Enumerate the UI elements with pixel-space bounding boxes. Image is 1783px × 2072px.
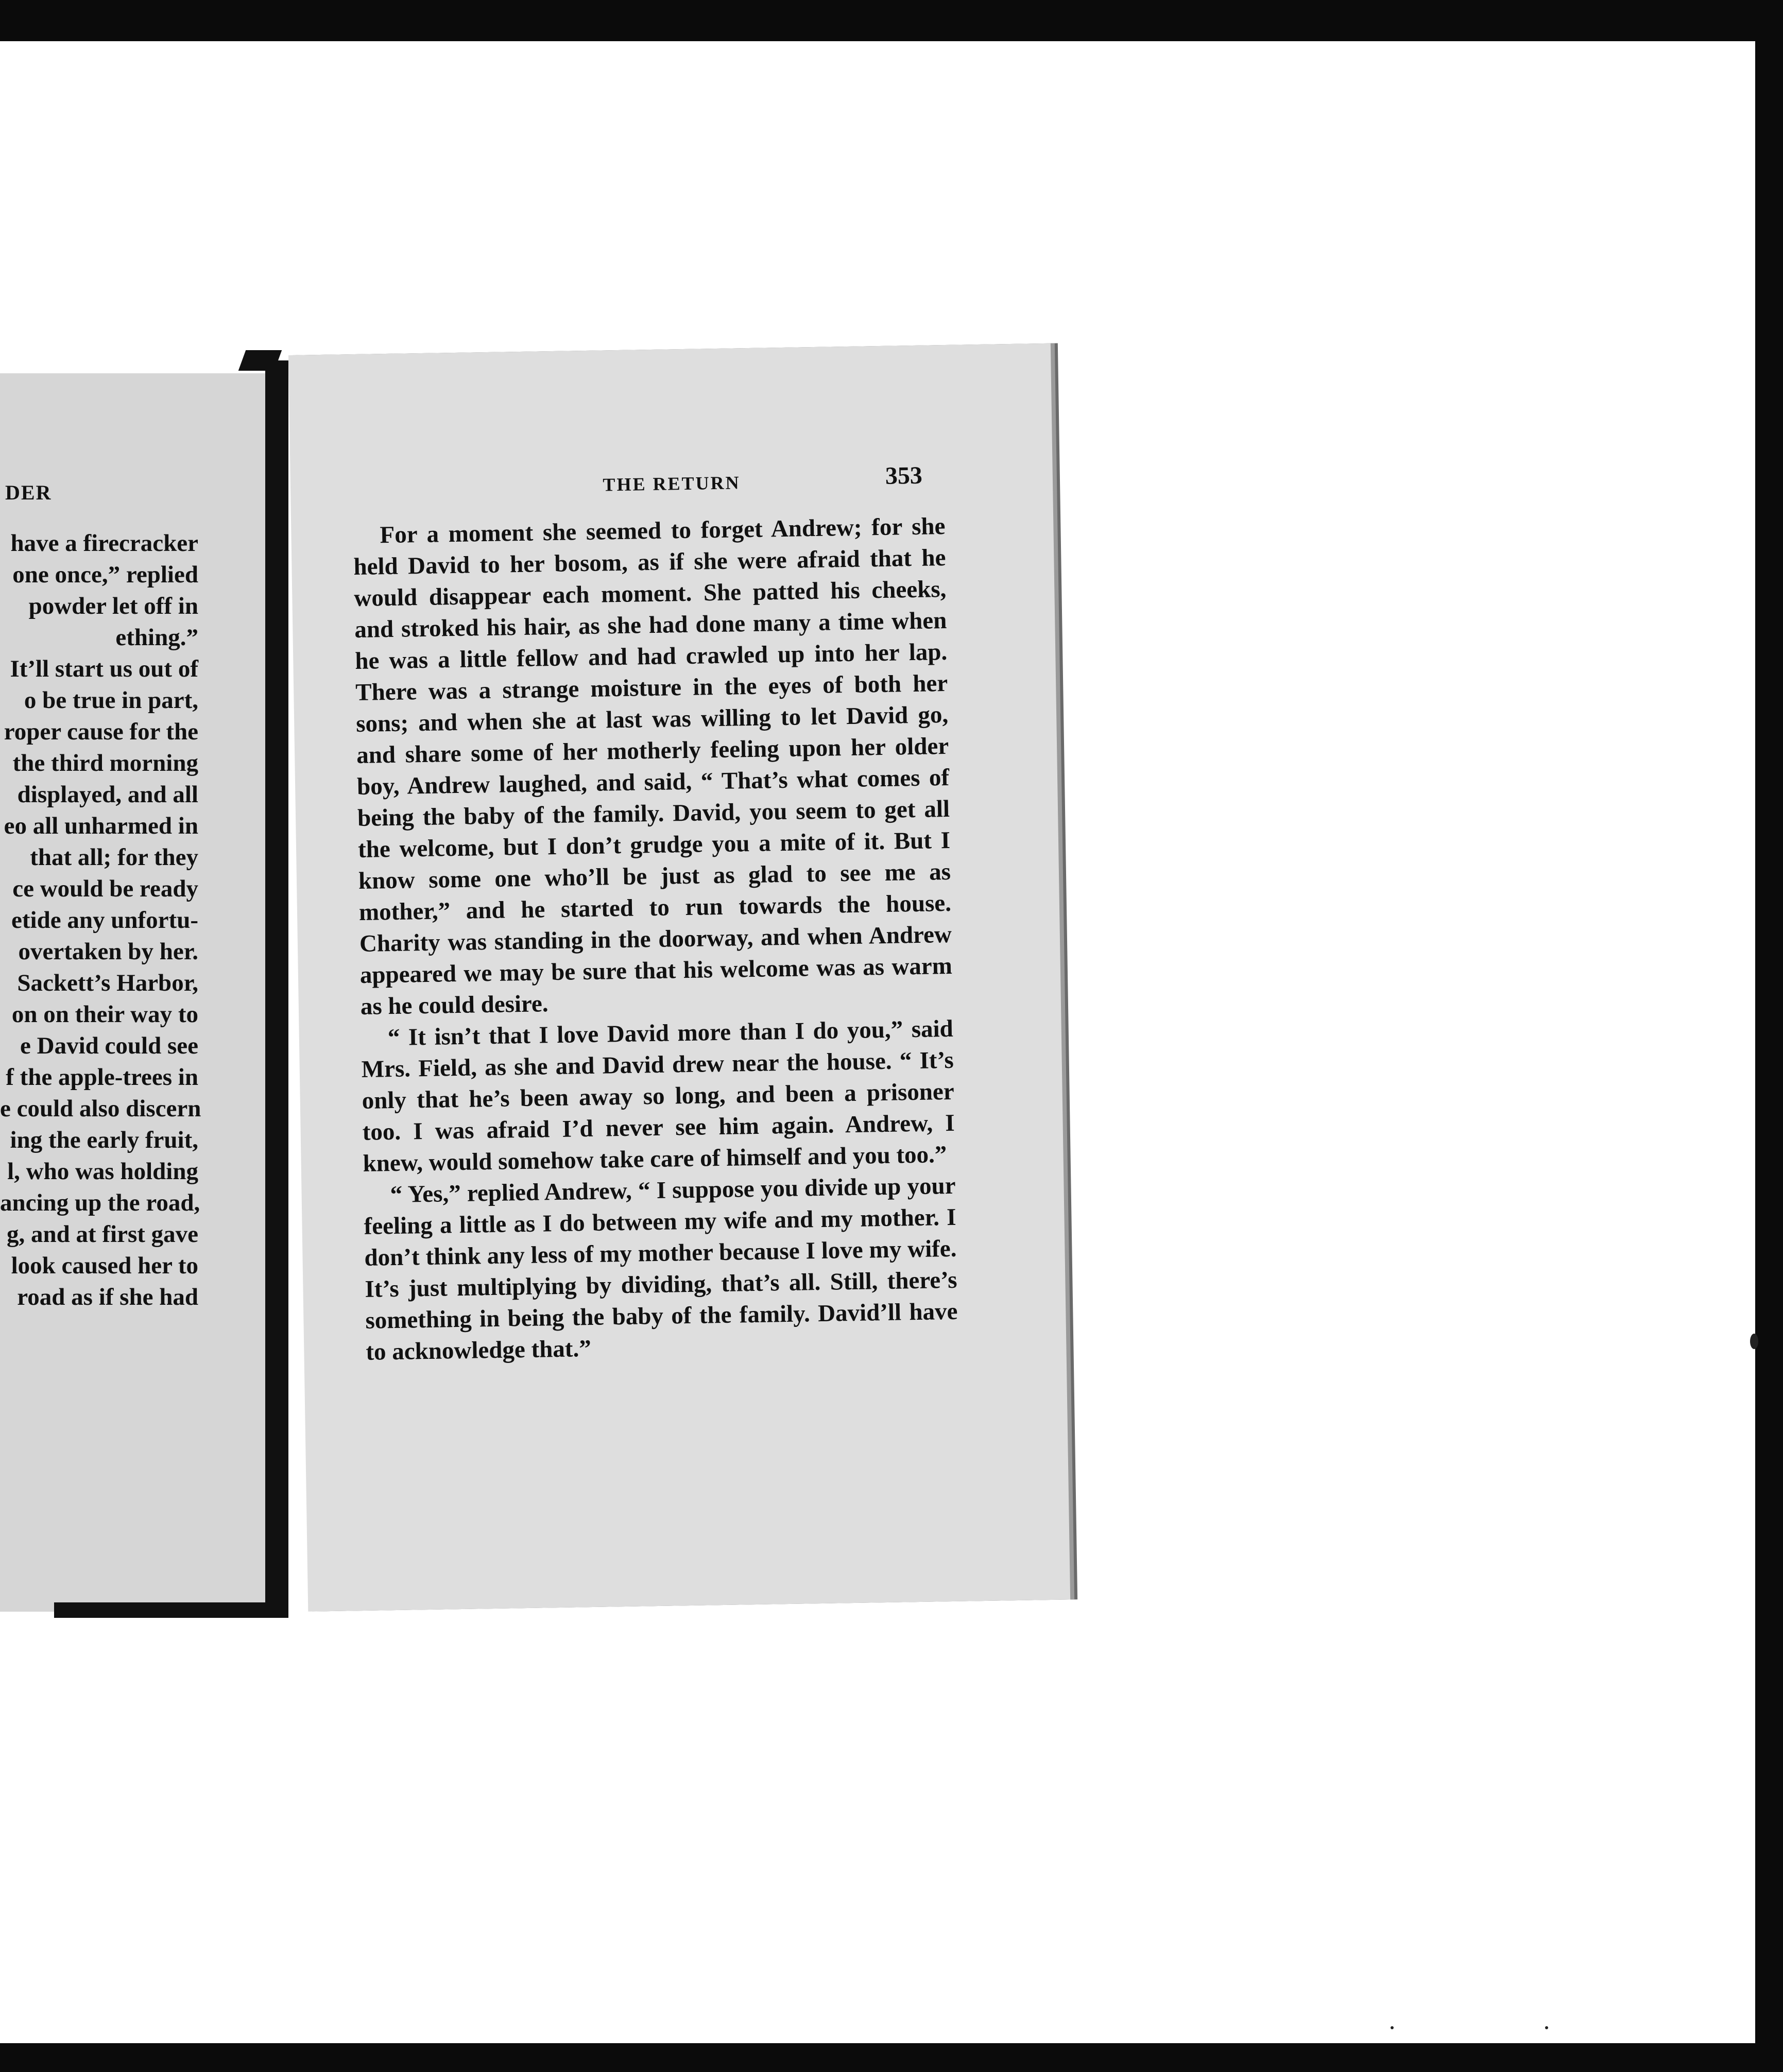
scan-border-top — [0, 0, 1783, 41]
page-number: 353 — [885, 461, 923, 490]
paragraph: “ Yes,” replied Andrew, “ I suppose you divide up your feeling a little as I do between my wife and my mother. I don’t think any less of my mother because I love my wife. It’s just multiplying by dividing, that’s all. Still, there’s something in being the baby of the family. David’ll have to acknowledge that.” — [364, 1172, 958, 1366]
scan-border-bottom — [0, 2043, 1783, 2072]
right-page — [288, 343, 1070, 1612]
left-page-line: e David could see — [20, 1032, 198, 1059]
left-page-line: on on their way to — [11, 1001, 198, 1028]
running-head: THE RETURN — [603, 472, 741, 495]
scan-speck — [1391, 2026, 1394, 2029]
binding-bottom-edge — [54, 1602, 288, 1618]
left-page-line: g, and at first gave — [6, 1221, 198, 1248]
left-page-line: road as if she had — [17, 1284, 198, 1310]
left-page-line: Sackett’s Harbor, — [17, 970, 198, 996]
left-page-line: that all; for they — [30, 844, 198, 871]
scan-speck — [1545, 2026, 1548, 2029]
left-page-line: f the apple-trees in — [6, 1064, 198, 1091]
left-running-head: DER — [5, 481, 52, 504]
body-text — [353, 511, 958, 1368]
left-page-line: overtaken by her. — [18, 938, 198, 965]
left-page-line: ing the early fruit, — [10, 1127, 198, 1153]
left-page-line: ething.” — [115, 624, 198, 651]
paragraph: For a moment she seemed to forget Andrew; for she held David to her bosom, as if she were afraid that he would disappear each moment. She patted his cheeks, and stroked his hair, as she had done many a time when he was a little fellow and had crawled up into her lap. There was a strange moisture in the eyes of both her sons; and when she at last was willing to let David go, and share some of her motherly feeling upon her older boy, Andrew laughed, and said, “ That’s what comes of being the baby of the family. David, you seem to get all the welcome, but I don’t grudge you a mite of it. But I know some one who’ll be just as glad to see me as mother,” and he started to run towards the house. Charity was standing in the doorway, and when Andrew appeared we may be sure that his welcome was as warm as he could desire. — [353, 513, 953, 1020]
scan-speck — [1750, 1334, 1758, 1349]
left-page-line: look caused her to — [11, 1252, 198, 1279]
left-page-line: the third morning — [12, 750, 198, 776]
left-page-text — [0, 528, 201, 1313]
left-page-line: one once,” replied — [12, 561, 198, 588]
left-page-line: powder let off in — [28, 593, 198, 619]
left-page-line: ancing up the road, — [0, 1189, 200, 1216]
left-page-line: ce would be ready — [12, 875, 198, 902]
left-page-line: roper cause for the — [4, 718, 198, 745]
left-page-line: eo all unharmed in — [4, 813, 198, 839]
paragraph: “ It isn’t that I love David more than I do you,” said Mrs. Field, as she and David drew near the house. “ It’s only that he’s been away so long, and been a prisoner too. I was afraid I’d never see him again. Andrew, I knew, would somehow take care of himself and you too.” — [361, 1015, 955, 1177]
book-spine — [265, 360, 288, 1607]
left-page — [0, 373, 281, 1612]
left-page-line: have a firecracker — [10, 530, 198, 557]
left-page-line: o be true in part, — [24, 687, 198, 714]
scan-border-right — [1755, 0, 1783, 2072]
left-page-line: displayed, and all — [17, 781, 198, 808]
left-page-line: etide any unfortu- — [11, 907, 198, 934]
left-page-line: l, who was holding — [7, 1158, 198, 1185]
left-page-line: It’ll start us out of — [10, 655, 198, 682]
left-page-line: e could also discern — [0, 1095, 201, 1122]
